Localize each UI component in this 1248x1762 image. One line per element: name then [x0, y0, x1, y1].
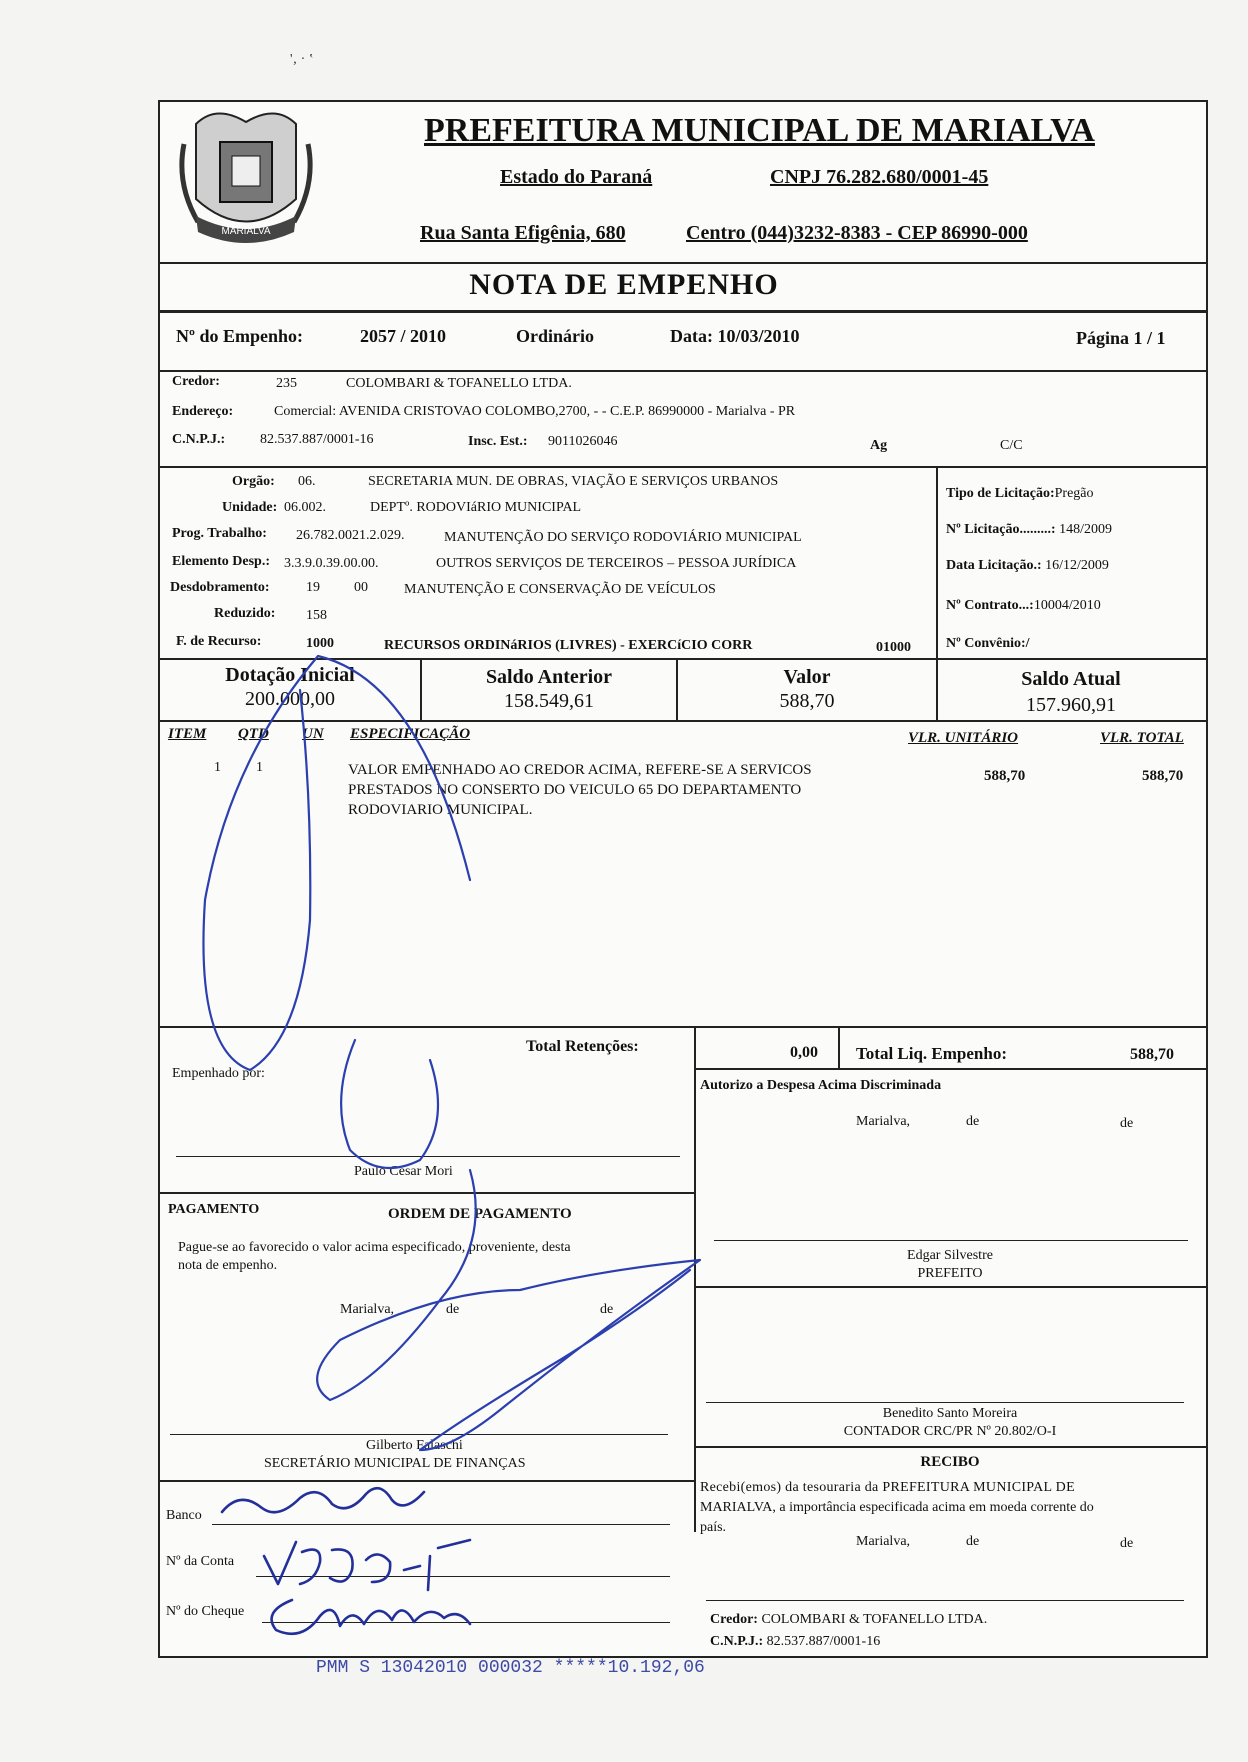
autorizo-label: Autorizo a Despesa Acima Discriminada [700, 1078, 942, 1093]
tipo-licitacao-value: Pregão [1054, 486, 1094, 501]
empenho-pagina: Página 1 / 1 [1076, 328, 1166, 348]
empenho-no-label: Nº do Empenho: [176, 326, 303, 346]
data-licitacao [946, 558, 1109, 574]
empenho-data: Data: 10/03/2010 [670, 326, 800, 346]
insc-value: 9011026046 [548, 434, 618, 449]
row-esp-line1: VALOR EMPENHADO AO CREDOR ACIMA, REFERE-SE A SERVICOS [348, 762, 812, 778]
state-label: Estado do Paraná [500, 166, 653, 188]
col-qtd: QTD [238, 726, 269, 742]
reduzido-label: Reduzido: [214, 606, 276, 621]
col-vlr-unitario: VLR. UNITÁRIO [908, 730, 1019, 746]
doc-title: NOTA DE EMPENHO [469, 268, 779, 301]
data-licitacao-label: Data Licitação.: [946, 558, 1042, 573]
insc-label: Insc. Est.: [468, 434, 528, 449]
credor-cnpj: 82.537.887/0001-16 [260, 432, 374, 447]
elem-name: OUTROS SERVIÇOS DE TERCEIROS – PESSOA JURÍDICA [436, 556, 797, 571]
row-esp-line2: PRESTADOS NO CONSERTO DO VEICULO 65 DO DEPARTAMENTO [348, 782, 802, 798]
convenio-label: Nº Convênio:/ [946, 636, 1030, 651]
address2-label: Centro (044)3232-8383 - CEP 86990-000 [686, 222, 1028, 244]
col-un: UN [302, 726, 324, 742]
prog-name: MANUTENÇÃO DO SERVIÇO RODOVIÁRIO MUNICIPAL [444, 530, 802, 545]
recibo-credor-value: COLOMBARI & TOFANELLO LTDA. [761, 1612, 988, 1627]
row-vlr-total: 588,70 [1142, 768, 1184, 784]
recibo-text2: MARIALVA, a importância especificada acima em moeda corrente do [700, 1500, 1094, 1515]
orgao-code: 06. [298, 474, 316, 489]
valor-label: Valor [783, 666, 831, 688]
unidade-label: Unidade: [222, 500, 278, 515]
prefeito-role: PREFEITO [917, 1266, 983, 1281]
endereco-label: Endereço: [172, 404, 234, 419]
col-vlr-total: VLR. TOTAL [1100, 730, 1184, 746]
pagamento-de2: de [600, 1302, 614, 1317]
dotacao-label: Dotação Inicial [225, 664, 355, 686]
row-vlr-unitario: 588,70 [984, 768, 1026, 784]
row-esp-line3: RODOVIARIO MUNICIPAL. [348, 802, 533, 818]
credor-name: COLOMBARI & TOFANELLO LTDA. [346, 376, 572, 391]
financas-name: Gilberto Falaschi [366, 1438, 463, 1453]
saldo-anterior-value: 158.549,61 [504, 690, 594, 712]
seal-text: MARIALVA [221, 226, 271, 237]
desd-name: MANUTENÇÃO E CONSERVAÇÃO DE VEÍCULOS [404, 582, 716, 597]
cnpj-label: CNPJ 76.282.680/0001-45 [770, 166, 989, 188]
credor-label: Credor: [172, 374, 220, 389]
tipo-licitacao-label [946, 486, 1094, 502]
num-licitacao-label: Nº Licitação.........: [946, 522, 1056, 537]
prog-code: 26.782.0021.2.029. [296, 528, 405, 543]
cheque-label: Nº do Cheque [166, 1604, 245, 1619]
unidade-name: DEPTº. RODOVIáRIO MUNICIPAL [370, 500, 582, 515]
recibo-de1: de [966, 1534, 980, 1549]
recibo-cnpj-label: C.N.P.J.: [710, 1634, 764, 1649]
contador-role: CONTADOR CRC/PR Nº 20.802/O-I [843, 1424, 1057, 1439]
pagamento-text1: Pague-se ao favorecido o valor acima especificado, proveniente, desta [178, 1240, 571, 1255]
total-retencoes-value: 0,00 [790, 1044, 818, 1061]
autorizo-de1: de [966, 1114, 980, 1129]
total-liq-value: 588,70 [1130, 1046, 1174, 1063]
desd-sub: 00 [354, 580, 368, 595]
elem-code: 3.3.9.0.39.00.00. [284, 556, 379, 571]
contador-name: Benedito Santo Moreira [882, 1406, 1018, 1421]
saldo-anterior-label: Saldo Anterior [485, 666, 613, 688]
reduzido-code: 158 [306, 608, 327, 623]
recibo-cnpj-value: 82.537.887/0001-16 [766, 1634, 881, 1649]
recurso-num: 01000 [876, 640, 911, 655]
pagamento-text2: nota de empenho. [178, 1258, 278, 1273]
orgao-name: SECRETARIA MUN. DE OBRAS, VIAÇÃO E SERVIÇOS URBANOS [368, 474, 779, 489]
empenhado-label: Empenhado por: [172, 1066, 265, 1081]
col-item: ITEM [168, 726, 207, 742]
recibo-label: RECIBO [920, 1454, 980, 1470]
unidade-code: 06.002. [284, 500, 326, 515]
recibo-marialva: Marialva, [856, 1534, 911, 1549]
recibo-text1: Recebi(emos) da tesouraria da PREFEITURA MUNICIPAL DE [700, 1480, 1075, 1495]
cash-register-stamp: PMM S 13042010 000032 *****10.192,06 [316, 1658, 705, 1678]
num-licitacao [946, 522, 1112, 538]
credor-code: 235 [276, 376, 297, 391]
recibo-credor-label: Credor: [710, 1612, 758, 1627]
desd-label: Desdobramento: [170, 580, 270, 595]
stray-mark: '‚ · ‛ [290, 52, 314, 67]
ordem-pagamento-label: ORDEM DE PAGAMENTO [388, 1206, 572, 1222]
conta-label: Nº da Conta [166, 1554, 235, 1569]
contrato-label: Nº Contrato...: [946, 598, 1034, 613]
endereco-value: Comercial: AVENIDA CRISTOVAO COLOMBO,2700, - - C.E.P. 86990000 - Marialva - PR [274, 404, 796, 419]
ag-label: Ag [870, 438, 888, 453]
prefeito-name: Edgar Silvestre [907, 1248, 993, 1263]
desd-code: 19 [306, 580, 320, 595]
valor-value: 588,70 [779, 690, 835, 712]
autorizo-marialva: Marialva, [856, 1114, 911, 1129]
cc-label: C/C [1000, 438, 1023, 453]
recibo-cnpj [710, 1634, 880, 1650]
total-retencoes-label: Total Retenções: [526, 1038, 639, 1055]
saldo-atual-value: 157.960,91 [1026, 694, 1116, 716]
autorizo-de2: de [1120, 1116, 1134, 1131]
recibo-de2: de [1120, 1536, 1134, 1551]
recurso-name: RECURSOS ORDINáRIOS (LIVRES) - EXERCíCIO CORR [384, 638, 753, 653]
row-item: 1 [214, 760, 221, 775]
empenho-no-value: 2057 / 2010 [360, 326, 447, 346]
recibo-text3: país. [700, 1520, 727, 1535]
total-liq-label: Total Liq. Empenho: [856, 1044, 1007, 1063]
num-licitacao-value: 148/2009 [1059, 522, 1112, 537]
pagamento-de1: de [446, 1302, 460, 1317]
pagamento-label: PAGAMENTO [168, 1202, 260, 1217]
orgao-label: Orgão: [232, 474, 275, 489]
recibo-credor [710, 1612, 987, 1628]
financas-role: SECRETÁRIO MUNICIPAL DE FINANÇAS [264, 1456, 526, 1471]
data-licitacao-value: 16/12/2009 [1045, 558, 1109, 573]
contrato-value: 10004/2010 [1033, 598, 1101, 613]
recurso-code: 1000 [306, 636, 334, 651]
prog-label: Prog. Trabalho: [172, 526, 267, 541]
saldo-atual-label: Saldo Atual [1021, 668, 1121, 690]
elem-label: Elemento Desp.: [172, 554, 270, 569]
credor-cnpj-label: C.N.P.J.: [172, 432, 226, 447]
address-label: Rua Santa Efigênia, 680 [420, 222, 626, 244]
contrato [946, 598, 1101, 614]
page-title: PREFEITURA MUNICIPAL DE MARIALVA [424, 112, 1095, 149]
col-especificacao: ESPECIFICAÇÃO [350, 726, 471, 742]
municipal-seal-icon [176, 104, 316, 256]
empenho-tipo: Ordinário [516, 326, 595, 346]
tipo-licitacao-label-text: Tipo de Licitação: [946, 486, 1055, 501]
row-qtd: 1 [256, 760, 263, 775]
dotacao-value: 200.000,00 [245, 688, 335, 710]
recurso-label: F. de Recurso: [176, 634, 262, 649]
pagamento-marialva: Marialva, [340, 1302, 395, 1317]
banco-label: Banco [166, 1508, 202, 1523]
empenhado-name: Paulo César Mori [354, 1164, 453, 1179]
